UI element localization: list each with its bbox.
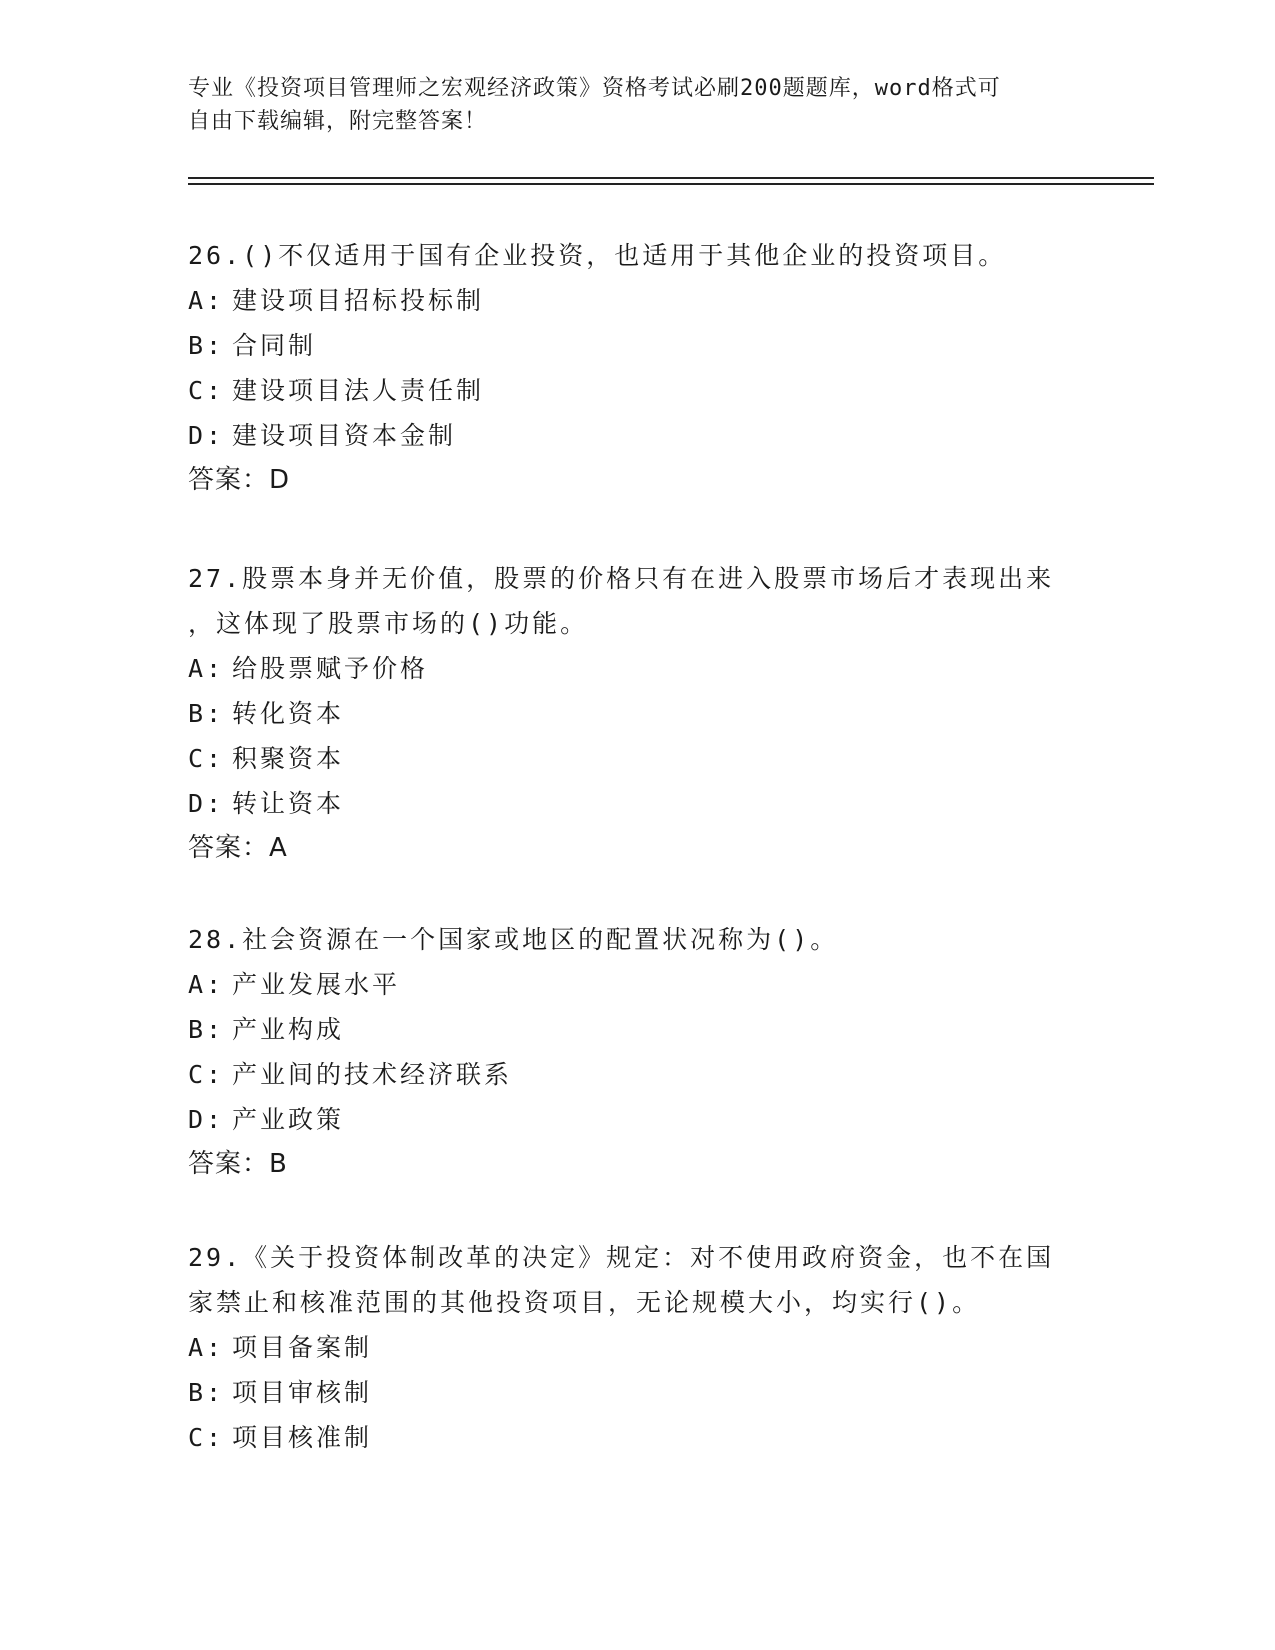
option-key: A:	[188, 1333, 225, 1362]
option-text: 建设项目招标投标制	[232, 286, 485, 315]
question-28	[188, 917, 1088, 1187]
option-a	[188, 278, 1088, 323]
option-key: B:	[188, 699, 225, 728]
option-text: 产业发展水平	[232, 970, 401, 999]
question-stem-line: ，这体现了股票市场的()功能。	[188, 609, 589, 638]
option-text: 项目核准制	[232, 1423, 373, 1452]
option-c	[188, 736, 1088, 781]
question-stem-line: 26.()不仅适用于国有企业投资，也适用于其他企业的投资项目。	[188, 241, 1007, 270]
header-line-2: 自由下载编辑，附完整答案！	[188, 109, 488, 134]
question-stem-line: 29.《关于投资体制改革的决定》规定：对不使用政府资金，也不在国	[188, 1243, 1055, 1272]
header-divider-top	[188, 177, 1154, 179]
option-key: A:	[188, 286, 225, 315]
option-key: D:	[188, 421, 225, 450]
answer: 答案：A	[188, 833, 288, 863]
option-text: 建设项目法人责任制	[232, 376, 485, 405]
question-stem-line: 家禁止和核准范围的其他投资项目，无论规模大小，均实行()。	[188, 1288, 981, 1317]
option-key: A:	[188, 654, 225, 683]
option-key: D:	[188, 789, 225, 818]
option-key: B:	[188, 331, 225, 360]
option-b	[188, 691, 1088, 736]
option-c	[188, 368, 1088, 413]
header-line-1: 专业《投资项目管理师之宏观经济政策》资格考试必刷200题题库，word格式可	[188, 76, 1001, 101]
option-d	[188, 781, 1088, 826]
option-c	[188, 1415, 1088, 1460]
option-b	[188, 323, 1088, 368]
question-stem	[188, 233, 1088, 278]
question-stem	[188, 1235, 1088, 1325]
option-key: C:	[188, 744, 225, 773]
option-text: 建设项目资本金制	[232, 421, 457, 450]
option-text: 积聚资本	[232, 744, 345, 773]
option-key: D:	[188, 1105, 225, 1134]
option-text: 合同制	[232, 331, 317, 360]
option-d	[188, 413, 1088, 458]
option-text: 项目审核制	[232, 1378, 373, 1407]
question-29	[188, 1235, 1088, 1460]
question-27	[188, 556, 1088, 871]
option-a	[188, 646, 1088, 691]
option-text: 转让资本	[232, 789, 345, 818]
question-stem-line: 28.社会资源在一个国家或地区的配置状况称为()。	[188, 925, 839, 954]
option-text: 转化资本	[232, 699, 345, 728]
option-a	[188, 962, 1088, 1007]
option-key: C:	[188, 1060, 225, 1089]
option-key: C:	[188, 376, 225, 405]
option-key: B:	[188, 1015, 225, 1044]
option-a	[188, 1325, 1088, 1370]
question-26	[188, 233, 1088, 503]
question-stem	[188, 917, 1088, 962]
option-text: 产业构成	[232, 1015, 345, 1044]
option-text: 项目备案制	[232, 1333, 373, 1362]
option-key: B:	[188, 1378, 225, 1407]
document-header	[188, 72, 1088, 138]
option-c	[188, 1052, 1088, 1097]
question-stem	[188, 556, 1088, 646]
question-stem-line: 27.股票本身并无价值，股票的价格只有在进入股票市场后才表现出来	[188, 564, 1055, 593]
option-text: 给股票赋予价格	[232, 654, 429, 683]
option-key: A:	[188, 970, 225, 999]
option-key: C:	[188, 1423, 225, 1452]
option-b	[188, 1007, 1088, 1052]
answer: 答案：B	[188, 1149, 288, 1179]
option-d	[188, 1097, 1088, 1142]
option-text: 产业政策	[232, 1105, 345, 1134]
option-text: 产业间的技术经济联系	[232, 1060, 513, 1089]
header-divider-bottom	[188, 183, 1154, 185]
answer: 答案：D	[188, 465, 291, 495]
option-b	[188, 1370, 1088, 1415]
